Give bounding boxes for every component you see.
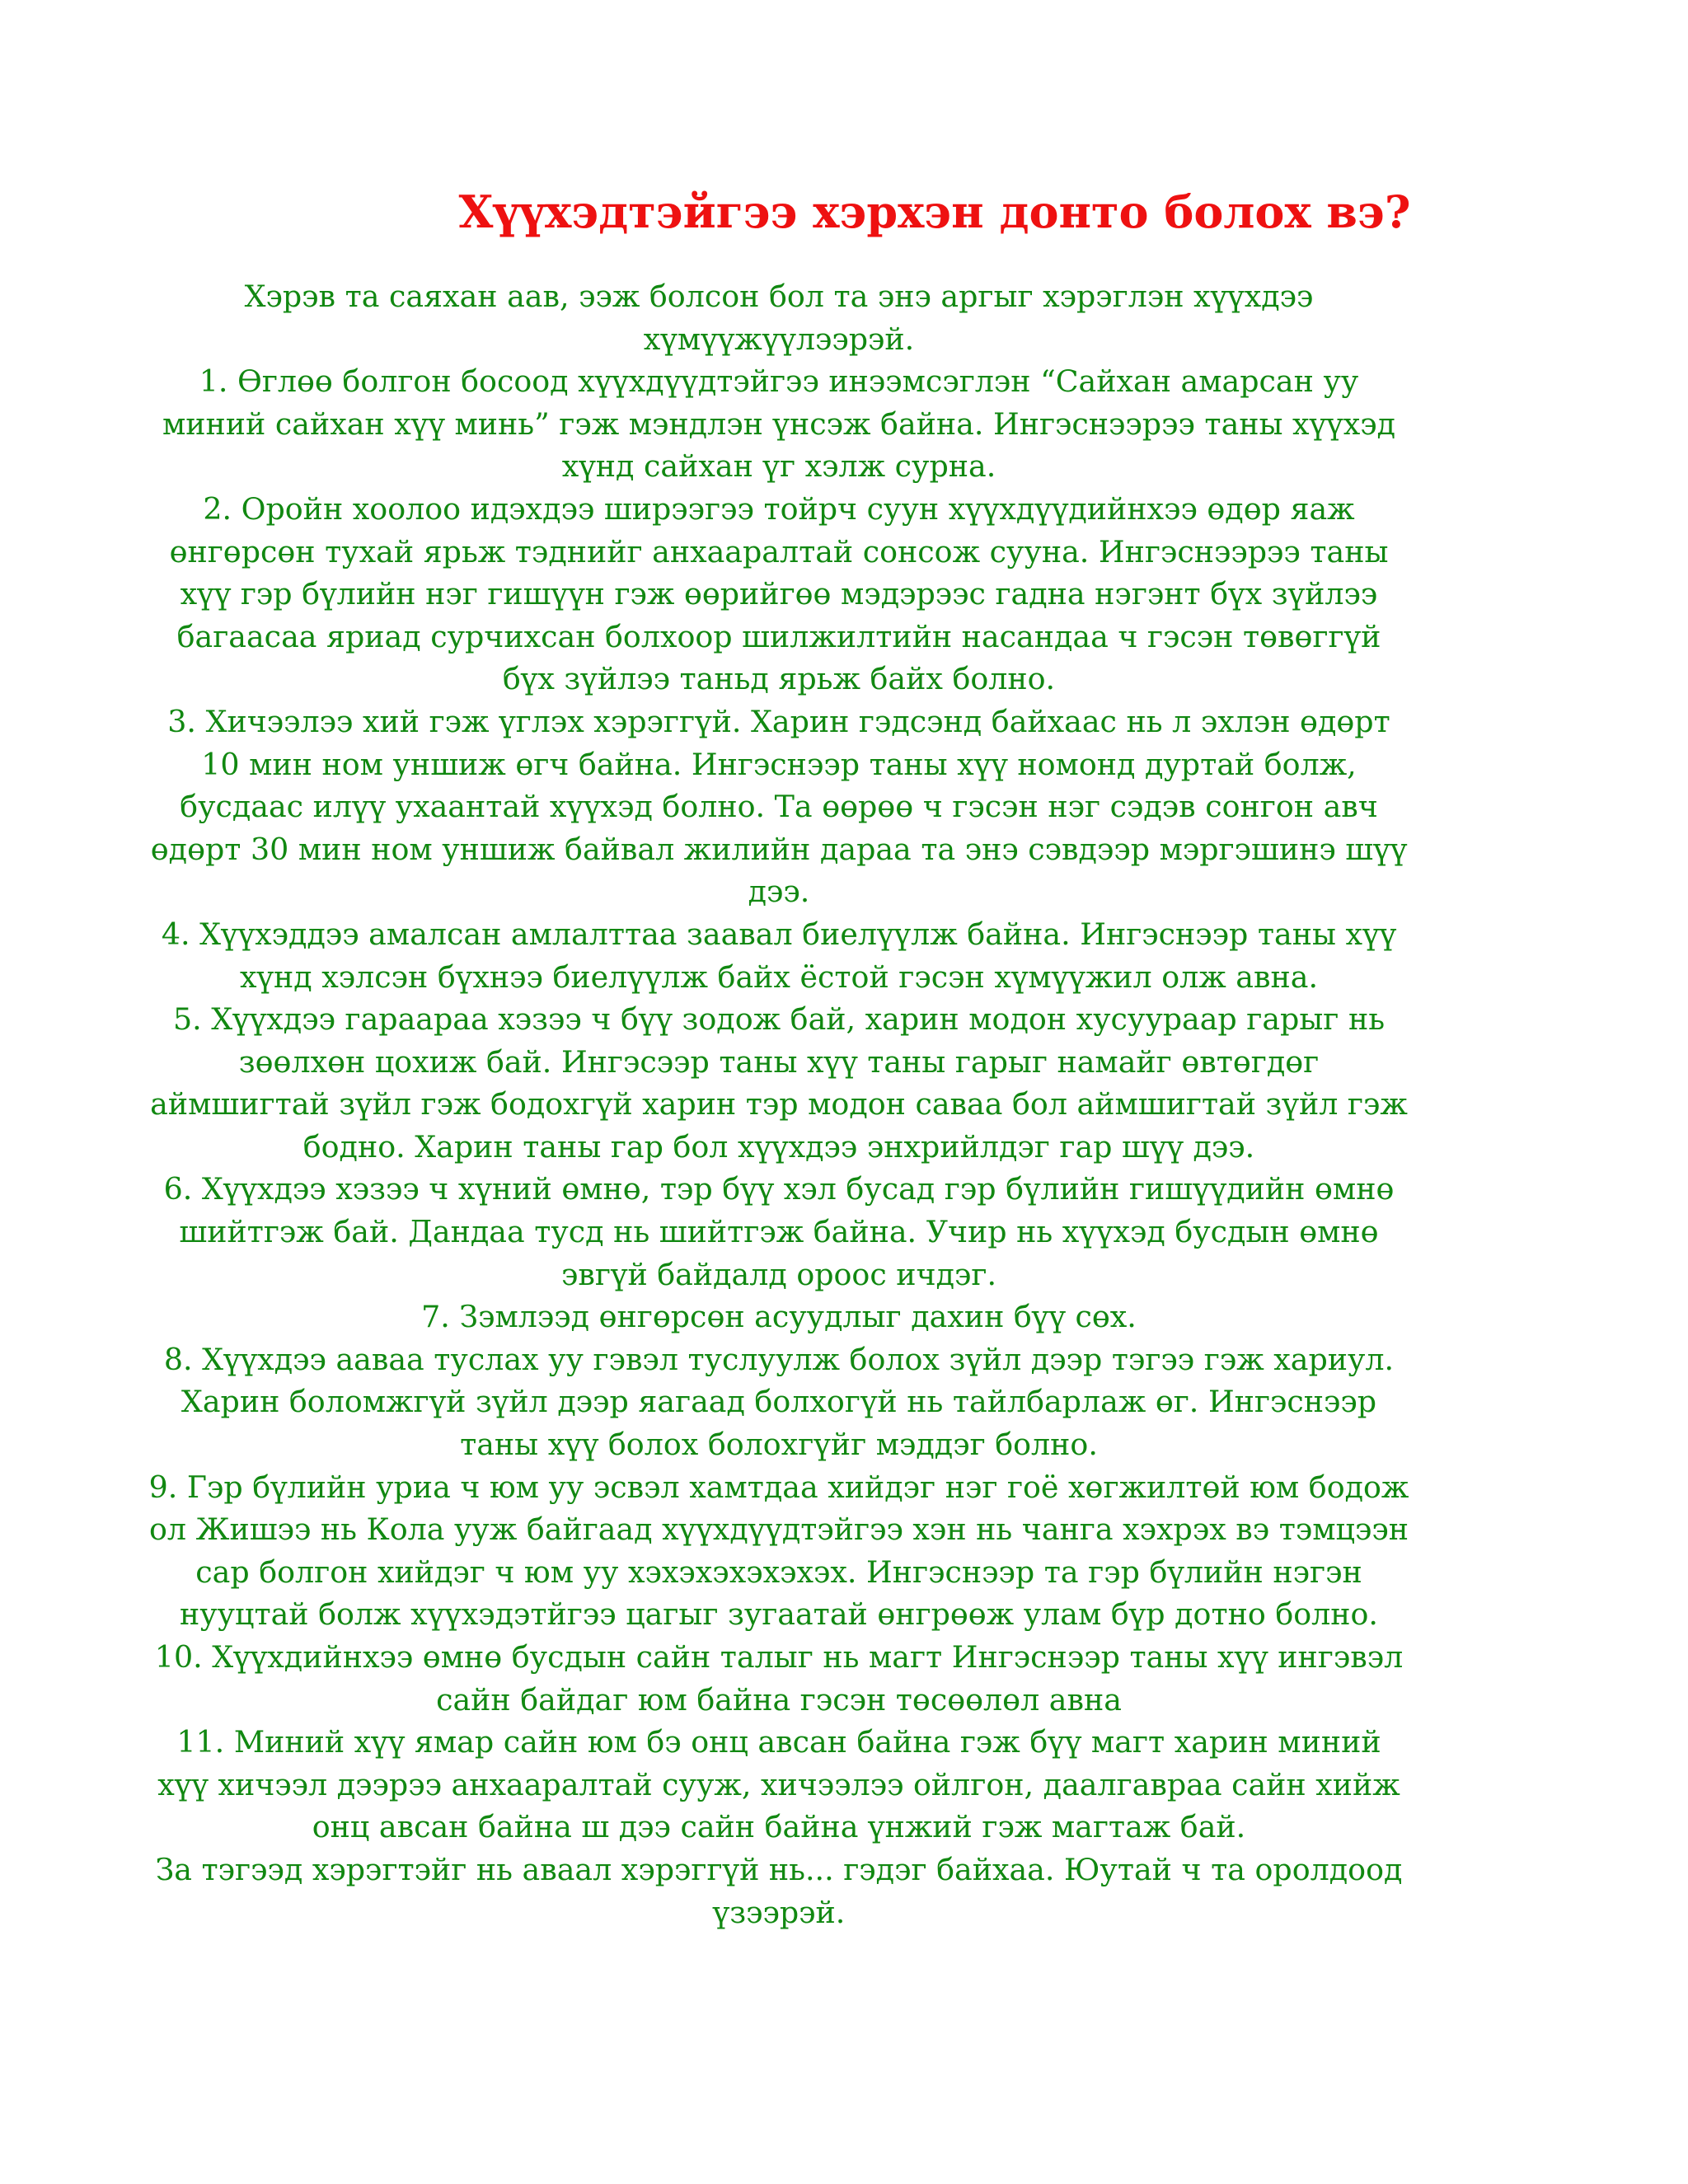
tip-paragraph-11: 11. Миний хүү ямар сайн юм бэ онц авсан байна гэж бүү магт харин миний хүү хичээл дээрээ анхааралтай сууж, хичээлээ ойлгон, даалгавраа сайн хийж онц авсан байна ш дээ сайн байна үнжий гэж магтаж бай. <box>157 1724 1400 1845</box>
closing-paragraph: За тэгээд хэрэгтэйг нь аваал хэрэггүй нь... гэдэг байхаа. Юутай ч та оролдоод үзээрэй. <box>155 1851 1403 1930</box>
tip-paragraph-2: 2. Оройн хоолоо идэхдээ ширээгээ тойрч суун хүүхдүүдийнхээ өдөр яаж өнгөрсөн тухай ярьж тэднийг анхааралтай сонсож сууна. Ингэснээрээ таны хүү гэр бүлийн нэг гишүүн гэж өөрийгөө мэдэрээс гадна нэгэнт бүх зүйлээ багаасаа яриад сурчихсан болхоор шилжилтийн насандаа ч гэсэн төвөггүй бүх зүйлээ таньд ярьж байх болно. <box>169 490 1389 697</box>
tip-paragraph-10: 10. Хүүхдийнхээ өмнө бусдын сайн талыг нь магт Ингэснээр таны хүү ингэвэл сайн байдаг юм байна гэсэн төсөөлөл авна <box>154 1639 1404 1718</box>
document-body <box>148 275 1409 1933</box>
document-title: Хүүхэдтэйгээ хэрхэн донто болох вэ? <box>458 185 1411 238</box>
tip-paragraph-6: 6. Хүүхдээ хэзээ ч хүний өмнө, тэр бүү хэл бусад гэр бүлийн гишүүдийн өмнө шийтгэж бай. Дандаа тусд нь шийтгэж байна. Учир нь хүүхэд бусдын өмнө эвгүй байдалд ороос ичдэг. <box>163 1171 1395 1292</box>
intro-paragraph: Хэрэв та саяхан аав, ээж болсон бол та энэ аргыг хэрэглэн хүүхдээ хүмүүжүүлээрэй. <box>244 279 1314 357</box>
tip-paragraph-3: 3. Хичээлээ хий гэж үглэх хэрэггүй. Харин гэдсэнд байхаас нь л эхлэн өдөрт 10 мин ном уншиж өгч байна. Ингэснээр таны хүү номонд дуртай болж, бусдаас илүү ухаантай хүүхэд болно. Та өөрөө ч гэсэн нэг сэдэв сонгон авч өдөрт 30 мин ном уншиж байвал жилийн дараа та энэ сэвдээр мэргэшинэ шүү дээ. <box>150 703 1408 910</box>
tip-paragraph-1: 1. Өглөө болгон босоод хүүхдүүдтэйгээ инээмсэглэн “Сайхан амарсан уу миний сайхан хүү минь” гэж мэндлэн үнсэж байна. Ингэснээрээ таны хүүхэд хүнд сайхан үг хэлж сурна. <box>162 363 1395 485</box>
tip-paragraph-4: 4. Хүүхэддээ амалсан амлалттаа заавал биелүүлж байна. Ингэснээр таны хүү хүнд хэлсэн бүхнээ биелүүлж байх ёстой гэсэн хүмүүжил олж авна. <box>161 916 1397 995</box>
tip-paragraph-5: 5. Хүүхдээ гараараа хэзээ ч бүү зодож бай, харин модон хусуураар гарыг нь зөөлхөн цохиж бай. Ингэсээр таны хүү таны гарыг намайг өвтөгдөг аймшигтай зүйл гэж бодохгүй харин тэр модон саваа бол аймшигтай зүйл гэж бодно. Харин таны гар бол хүүхдээ энхрийлдэг гар шүү дээ. <box>150 1001 1408 1165</box>
tip-paragraph-8: 8. Хүүхдээ аавaa туслах уу гэвэл туслуулж болох зүйл дээр тэгээ гэж хариул. Харин боломжгүй зүйл дээр яагаад болхогүй нь тайлбарлаж өг. Ингэснээр таны хүү болох болохгүйг мэддэг болно. <box>163 1341 1395 1463</box>
tip-paragraph-7: 7. Зэмлээд өнгөрсөн асуудлыг дахин бүү сөх. <box>421 1299 1137 1335</box>
tip-paragraph-9: 9. Гэр бүлийн уриа ч юм уу эсвэл хамтдаа хийдэг нэг гоё хөгжилтөй юм бодож ол Жишээ нь Кола ууж байгаад хүүхдүүдтэйгээ хэн нь чанга хэхрэх вэ тэмцээн сар болгон хийдэг ч юм уу хэхэхэхэхэхэх. Ингэснээр та гэр бүлийн нэгэн нууцтай болж хүүхэдэтйгээ цагыг зугаатай өнгрөөж улам бүр дотно болно. <box>148 1469 1409 1633</box>
